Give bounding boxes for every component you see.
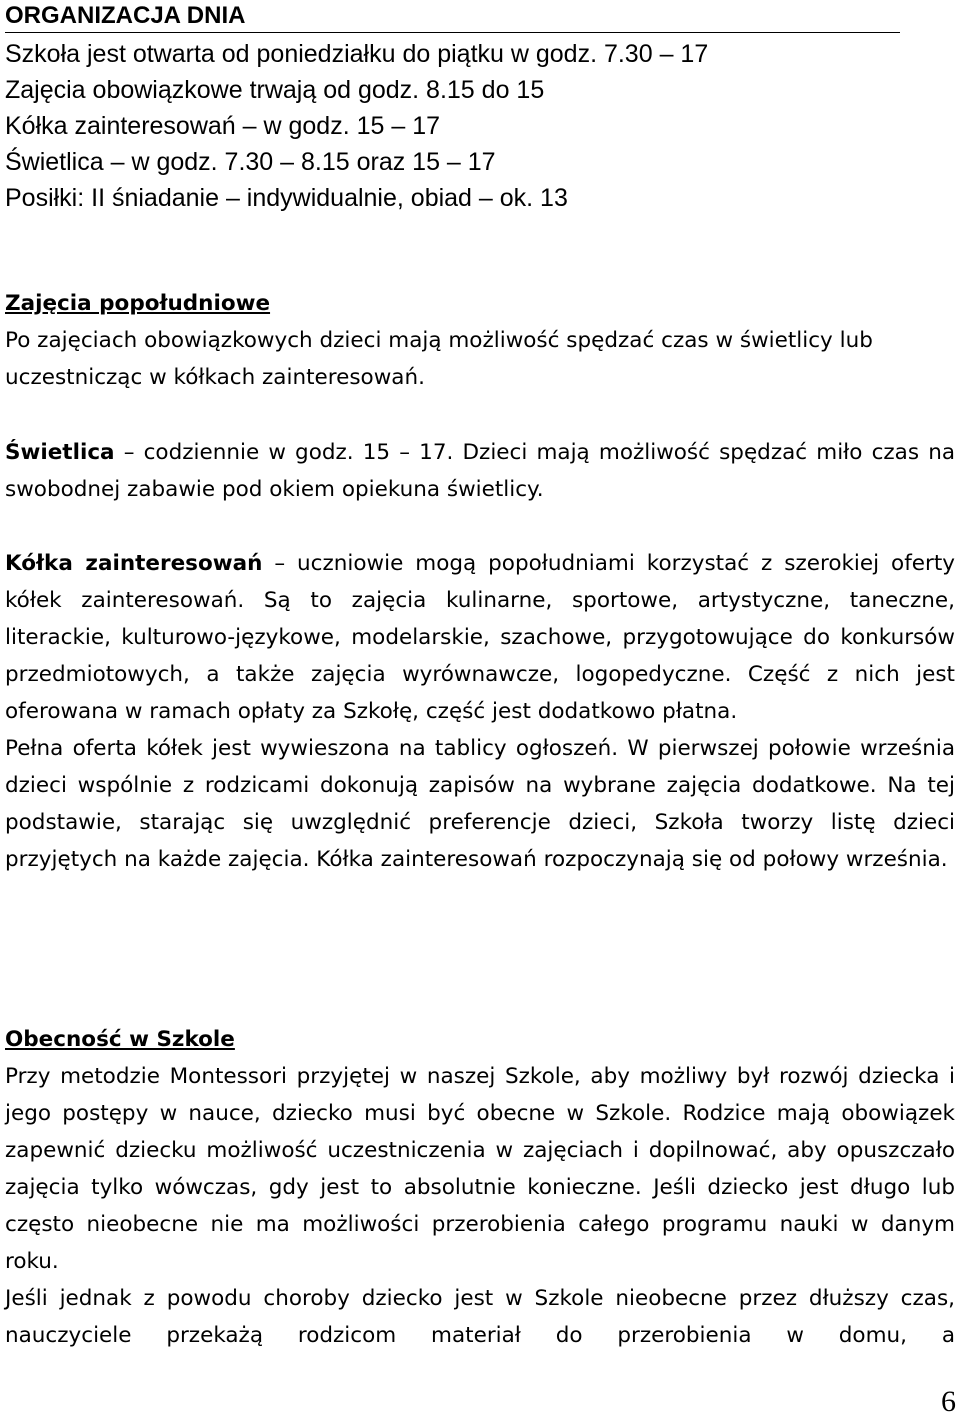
paragraph-kolka-1 [5, 545, 955, 730]
paragraph-kolka-2: Pełna oferta kółek jest wywieszona na tablicy ogłoszeń. W pierwszej połowie września dzieci wspólnie z rodzicami dokonują zapisów na wybrane zajęcia dodatkowe. Na tej podstawie, starając się uwzględnić preferencje dzieci, Szkoła tworzy listę dzieci przyjętych na każde zajęcia. Kółka zainteresowań rozpoczynają się od połowy września. [5, 736, 955, 872]
page-number: 6 [941, 1385, 956, 1418]
section-heading-popoludniowe: Zajęcia popołudniowe [5, 291, 271, 316]
section-organizacja-dnia [5, 0, 955, 216]
paragraph-popoludniowe: Po zajęciach obowiązkowych dzieci mają możliwość spędzać czas w świetlicy lub uczestnicząc w kółkach zainteresowań. [5, 328, 873, 390]
inline-heading-kolka: Kółka zainteresowań [5, 551, 263, 576]
section-kolka-zainteresowan [5, 545, 955, 878]
schedule-line-interest-clubs: Kółka zainteresowań – w godz. 15 – 17 [5, 112, 440, 140]
schedule-line-meals: Posiłki: II śniadanie – indywidualnie, obiad – ok. 13 [5, 184, 568, 212]
schedule-line-day-room: Świetlica – w godz. 7.30 – 8.15 oraz 15 – 17 [5, 148, 496, 176]
paragraph-obecnosc-2: Jeśli jednak z powodu choroby dziecko jest w Szkole nieobecne przez dłuższy czas, nauczyciele przekażą rodzicom materiał do przerobienia w domu, a [5, 1286, 955, 1348]
text-kolka: – uczniowie mogą popołudniami korzystać z szerokiej oferty kółek zainteresowań. Są to zajęcia kulinarne, sportowe, artystyczne, taneczne, literackie, kulturowo-językowe, modelarskie, szachowe, przygotowujące do konkursów przedmiotowych, a także zajęcia wyrównawcze, logopedyczne. Część z nich jest oferowana w ramach opłaty za Szkołę, część jest dodatkowo płatna. [5, 551, 955, 724]
section-obecnosc [5, 1021, 955, 1354]
schedule-list [5, 36, 955, 216]
schedule-line-school-hours: Szkoła jest otwarta od poniedziałku do piątku w godz. 7.30 – 17 [5, 40, 709, 68]
inline-heading-swietlica: Świetlica [5, 440, 115, 465]
paragraph-obecnosc-1: Przy metodzie Montessori przyjętej w naszej Szkole, aby możliwy był rozwój dziecka i jego postępy w nauce, dziecko musi być obecne w Szkole. Rodzice mają obowiązek zapewnić dziecku możliwość uczestniczenia w zajęciach i dopilnować, aby opuszczało zajęcia tylko wówczas, gdy jest to absolutnie konieczne. Jeśli dziecko jest długo lub często nieobecne nie ma możliwości przerobienia całego programu nauki w danym roku. [5, 1064, 955, 1274]
section-heading-obecnosc: Obecność w Szkole [5, 1027, 235, 1052]
paragraph-swietlica [5, 434, 955, 508]
schedule-line-mandatory-classes: Zajęcia obowiązkowe trwają od godz. 8.15 do 15 [5, 76, 545, 104]
section-heading-organizacja: ORGANIZACJA DNIA [5, 0, 900, 33]
section-zajecia-popoludniowe [5, 285, 955, 396]
section-swietlica [5, 434, 955, 508]
text-swietlica: – codziennie w godz. 15 – 17. Dzieci mają możliwość spędzać miło czas na swobodnej zabawie pod okiem opiekuna świetlicy. [5, 440, 955, 502]
